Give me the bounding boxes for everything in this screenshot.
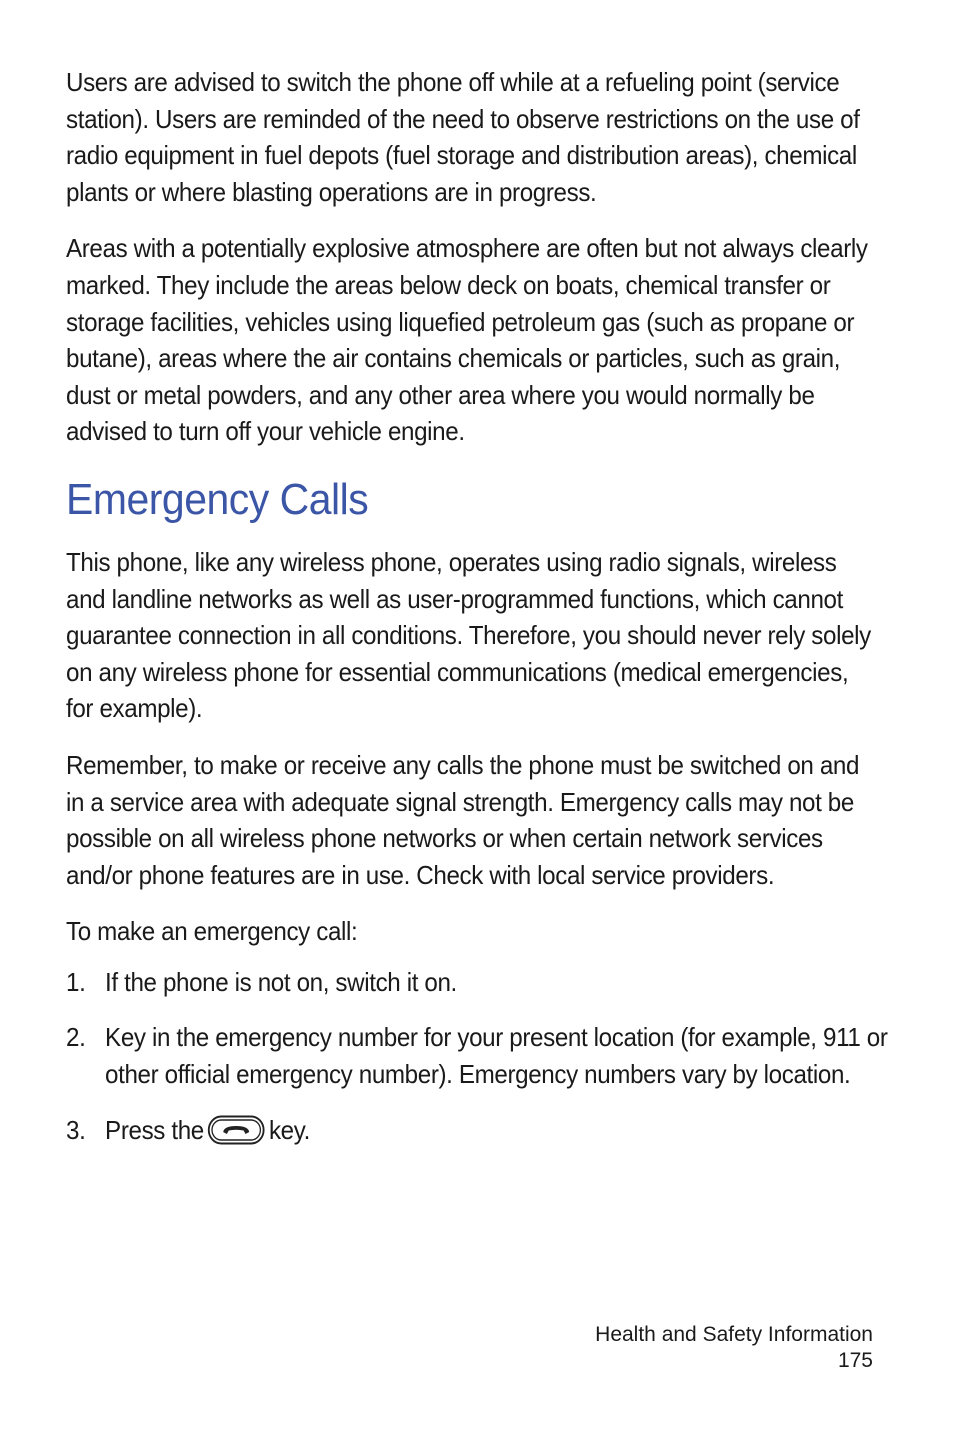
paragraph-remember: Remember, to make or receive any calls the phone must be switched on and in a service area with adequate signal strength. Emergency calls may not be possible on all wireless phone networks or when certain network services and/or phone features are in use. Check with local service providers. [66,749,860,890]
page-number: 175 [837,1349,873,1372]
step-number: 3. [66,1114,86,1145]
step-number: 1. [66,966,86,997]
step-number: 2. [66,1022,86,1053]
paragraph-intro-steps: To make an emergency call: [66,916,358,947]
step-item [66,1019,914,1092]
paragraph-wireless-limits: This phone, like any wireless phone, operates using radio signals, wireless and landline networks as well as user-programmed functions, which cannot guarantee connection in all conditions. Therefore, you should never rely solely on any wireless phone for essential communications (medical emergencies, for example). [66,546,871,724]
document-page [66,64,888,1167]
step-text: Key in the emergency number for your present location (for example, 911 or other official emergency number). Emergency numbers vary by location. [105,1022,888,1090]
emergency-steps-list [66,964,888,1148]
step-text: If the phone is not on, switch it on. [105,966,457,997]
page-footer [595,1322,873,1374]
step-text-before: Press the [105,1114,204,1145]
step-item [66,964,914,1001]
section-title: Emergency Calls [66,474,369,524]
paragraph-refueling: Users are advised to switch the phone off while at a refueling point (service station). Users are reminded of the need to observe restrictions on the use of radio equipment in fuel depots (fuel storage and distribution areas), chemical plants or where blasting operations are in progress. [66,67,860,207]
send-call-key-icon [208,1115,266,1145]
paragraph-explosive-areas: Areas with a potentially explosive atmosphere are often but not always clearly marked. They include the areas below deck on boats, chemical transfer or storage facilities, vehicles using liquefied petroleum gas (such as propane or butane), areas where the air contains chemicals or particles, such as grain, dust or metal powders, and any other area where you would normally be advised to turn off your vehicle engine. [66,233,868,447]
footer-section-name: Health and Safety Information [595,1323,873,1346]
step-text-after: key. [268,1114,311,1145]
step-item [66,1112,914,1149]
